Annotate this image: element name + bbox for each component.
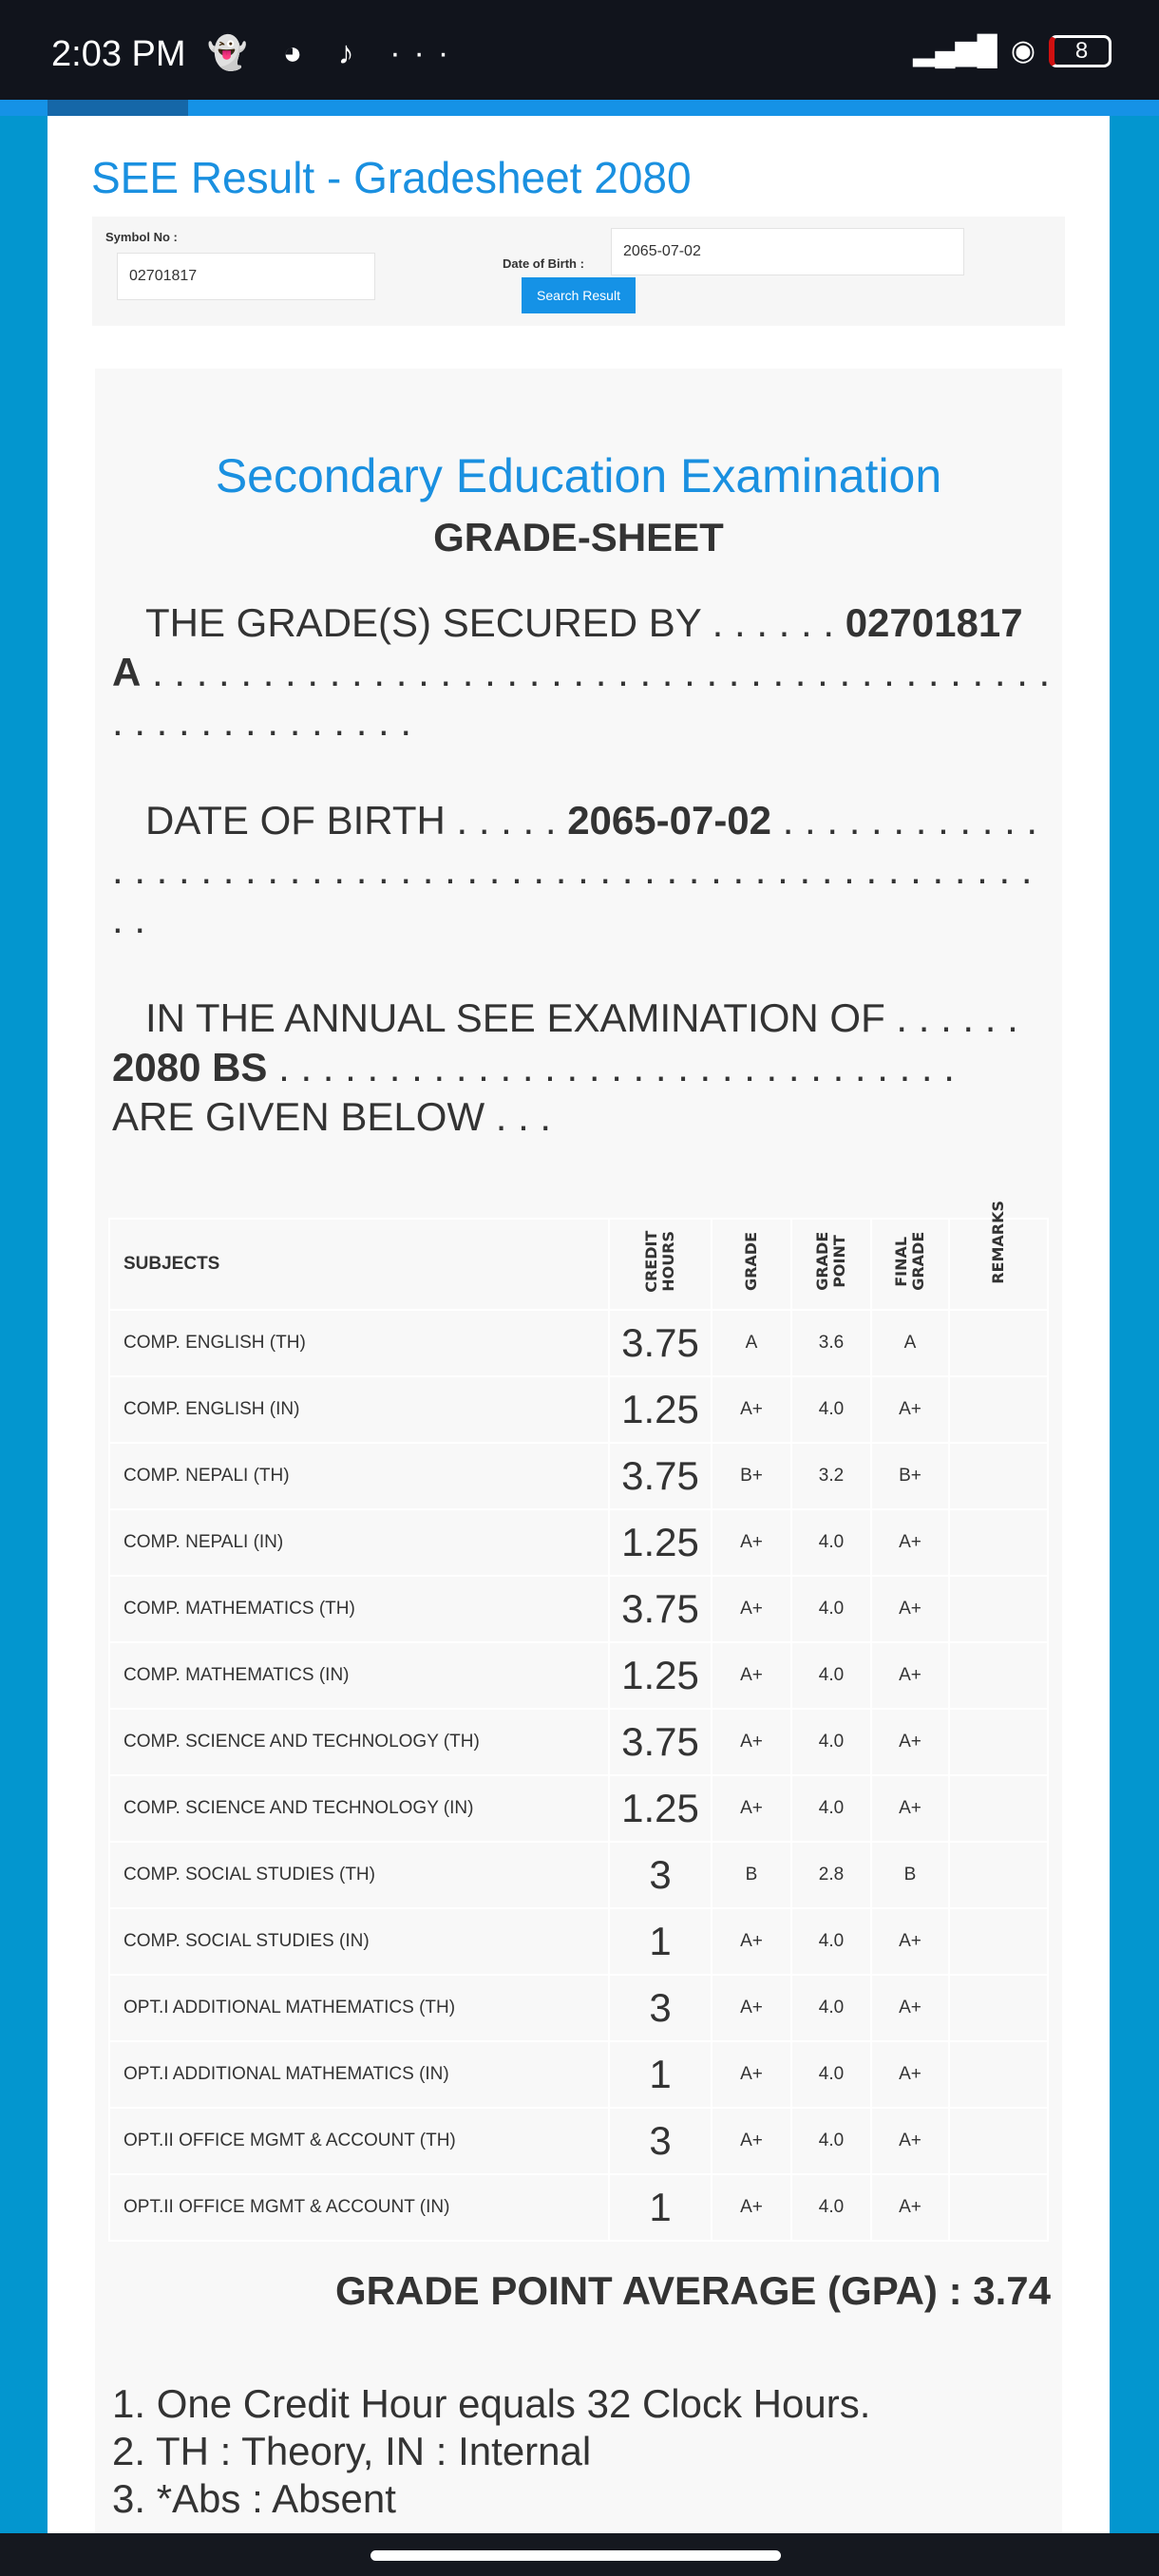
credit-hours-cell: 3.75 [609,1576,712,1642]
remarks-cell [949,2108,1048,2174]
remarks-cell [949,2041,1048,2108]
grade-point-cell: 4.0 [791,1908,871,1975]
remarks-cell [949,1509,1048,1576]
search-result-button[interactable]: Search Result [522,277,636,313]
symbol-label: Symbol No : [105,230,178,244]
grade-point-cell: 2.8 [791,1842,871,1908]
grade-point-cell: 4.0 [791,2108,871,2174]
subject-cell: COMP. NEPALI (TH) [109,1443,609,1509]
table-row [109,1310,1048,1376]
table-row [109,2174,1048,2241]
table-row [109,1642,1048,1709]
final-grade-cell: A+ [871,2174,949,2241]
col-grade-point: GRADE POINT [813,1231,848,1291]
grade-point-cell: 3.6 [791,1310,871,1376]
subject-cell: COMP. SOCIAL STUDIES (IN) [109,1908,609,1975]
grade-point-cell: 4.0 [791,1376,871,1443]
note: 1. One Credit Hour equals 32 Clock Hours. [112,2381,871,2426]
remarks-cell [949,1576,1048,1642]
subject-cell: COMP. SOCIAL STUDIES (TH) [109,1842,609,1908]
remarks-cell [949,1775,1048,1842]
clock: 2:03 PM [51,34,186,74]
table-row [109,1709,1048,1775]
col-credit-hours: CREDIT HOURS [642,1230,677,1293]
credit-hours-cell: 1.25 [609,1775,712,1842]
final-grade-cell: A+ [871,1709,949,1775]
notes [112,2380,870,2523]
subject-cell: OPT.II OFFICE MGMT & ACCOUNT (TH) [109,2108,609,2174]
exam-heading: Secondary Education Examination [215,449,942,502]
credit-hours-cell: 3 [609,1842,712,1908]
subject-cell: COMP. ENGLISH (IN) [109,1376,609,1443]
gradesheet-heading: GRADE-SHEET [433,515,724,559]
final-grade-cell: A+ [871,1509,949,1576]
grade-cell: A+ [712,1908,791,1975]
wifi-icon: ◉ [1010,35,1036,66]
final-grade-cell: A+ [871,1775,949,1842]
exam-year-line: IN THE ANNUAL SEE EXAMINATION OF . . . . . . 2080 BS . . . . . . . . . . . . . . . . . . . . . . . . . . . . . . . ARE GIVEN BELOW . . . [112,995,1018,1139]
signal-icon: ▂▄▆█ [913,35,998,66]
grade-cell: A+ [712,1576,791,1642]
search-form [92,217,1065,326]
grade-cell: A [712,1310,791,1376]
table-row [109,1443,1048,1509]
credit-hours-cell: 3.75 [609,1443,712,1509]
subject-cell: COMP. ENGLISH (TH) [109,1310,609,1376]
grade-cell: A+ [712,1775,791,1842]
col-final-grade: FINAL GRADE [892,1231,927,1291]
grade-point-cell: 4.0 [791,1975,871,2041]
table-row [109,1842,1048,1908]
final-grade-cell: A [871,1310,949,1376]
dob-label: Date of Birth : [503,256,584,271]
final-grade-cell: B [871,1842,949,1908]
final-grade-cell: A+ [871,2108,949,2174]
final-grade-cell: A+ [871,1576,949,1642]
secured-by-line: THE GRADE(S) SECURED BY . . . . . . 02701817A . . . . . . . . . . . . . . . . . . . . . . . . . . . . . . . . . . . . . . . . . . . . . . . . . . . . . . . [112,600,1051,744]
credit-hours-cell: 1 [609,1908,712,1975]
col-remarks: REMARKS [989,1201,1007,1284]
remarks-cell [949,1376,1048,1443]
remarks-cell [949,1443,1048,1509]
grade-cell: B+ [712,1443,791,1509]
final-grade-cell: B+ [871,1443,949,1509]
table-row [109,1908,1048,1975]
grade-point-cell: 4.0 [791,1576,871,1642]
remarks-cell [949,1908,1048,1975]
grade-point-cell: 4.0 [791,1642,871,1709]
note: 3. *Abs : Absent [112,2476,396,2521]
table-row [109,2041,1048,2108]
credit-hours-cell: 1.25 [609,1376,712,1443]
subject-cell: COMP. MATHEMATICS (IN) [109,1642,609,1709]
subject-cell: COMP. MATHEMATICS (TH) [109,1576,609,1642]
grade-point-cell: 4.0 [791,2041,871,2108]
grade-point-cell: 4.0 [791,2174,871,2241]
gpa: GRADE POINT AVERAGE (GPA) : 3.74 [335,2268,1051,2313]
credit-hours-cell: 3 [609,1975,712,2041]
symbol-number: 02701817A [112,600,1023,694]
grade-cell: A+ [712,1509,791,1576]
grade-point-cell: 4.0 [791,1775,871,1842]
page-card [48,116,1110,2533]
subject-cell: OPT.I ADDITIONAL MATHEMATICS (TH) [109,1975,609,2041]
remarks-cell [949,1709,1048,1775]
grade-cell: A+ [712,2041,791,2108]
table-row [109,1509,1048,1576]
credit-hours-cell: 1.25 [609,1509,712,1576]
remarks-cell [949,1642,1048,1709]
subject-cell: COMP. SCIENCE AND TECHNOLOGY (TH) [109,1709,609,1775]
col-grade: GRADE [742,1231,760,1291]
table-row [109,1376,1048,1443]
grade-sheet [95,369,1062,2533]
grade-cell: A+ [712,1975,791,2041]
exam-year: 2080 BS [112,1045,268,1089]
grade-point-cell: 4.0 [791,1709,871,1775]
remarks-cell [949,1842,1048,1908]
subject-cell: COMP. NEPALI (IN) [109,1509,609,1576]
battery-icon: 8 [1049,35,1112,67]
final-grade-cell: A+ [871,2041,949,2108]
credit-hours-cell: 1 [609,2174,712,2241]
note: 2. TH : Theory, IN : Internal [112,2429,592,2473]
grade-point-cell: 3.2 [791,1443,871,1509]
credit-hours-cell: 1.25 [609,1642,712,1709]
remarks-cell [949,1975,1048,2041]
table-row [109,1775,1048,1842]
subject-cell: OPT.I ADDITIONAL MATHEMATICS (IN) [109,2041,609,2108]
subject-cell: COMP. SCIENCE AND TECHNOLOGY (IN) [109,1775,609,1842]
navigation-bar [0,2533,1159,2576]
subject-cell: OPT.II OFFICE MGMT & ACCOUNT (IN) [109,2174,609,2241]
credit-hours-cell: 3 [609,2108,712,2174]
grade-point-cell: 4.0 [791,1509,871,1576]
credit-hours-cell: 3.75 [609,1709,712,1775]
final-grade-cell: A+ [871,1975,949,2041]
credit-hours-cell: 1 [609,2041,712,2108]
dob-input[interactable]: 2065-07-02 [611,228,964,275]
remarks-cell [949,1310,1048,1376]
dob-value: 2065-07-02 [567,798,772,843]
table-row [109,1975,1048,2041]
browser-progress-band [0,100,1159,116]
col-subjects: SUBJECTS [109,1219,609,1310]
dob-line: DATE OF BIRTH . . . . . 2065-07-02 . . . . . . . . . . . . . . . . . . . . . . . . . . . . . . . . . . . . . . . . . . . . . . . . . . . . . . . . [112,798,1038,941]
grade-cell: A+ [712,1642,791,1709]
home-gesture-handle[interactable] [370,2550,781,2561]
notification-icons: 👻 ◕ ♪ ··· [207,35,463,71]
table-row [109,1576,1048,1642]
final-grade-cell: A+ [871,1642,949,1709]
page-title: SEE Result - Gradesheet 2080 [91,153,692,202]
grade-cell: A+ [712,2108,791,2174]
table-header [109,1219,1048,1310]
final-grade-cell: A+ [871,1376,949,1443]
grade-cell: A+ [712,1709,791,1775]
final-grade-cell: A+ [871,1908,949,1975]
grade-cell: B [712,1842,791,1908]
symbol-input[interactable]: 02701817 [117,253,375,300]
status-bar [0,0,1159,100]
grade-cell: A+ [712,2174,791,2241]
grades-table [108,1201,1049,2242]
remarks-cell [949,2174,1048,2241]
table-row [109,2108,1048,2174]
grade-cell: A+ [712,1376,791,1443]
credit-hours-cell: 3.75 [609,1310,712,1376]
